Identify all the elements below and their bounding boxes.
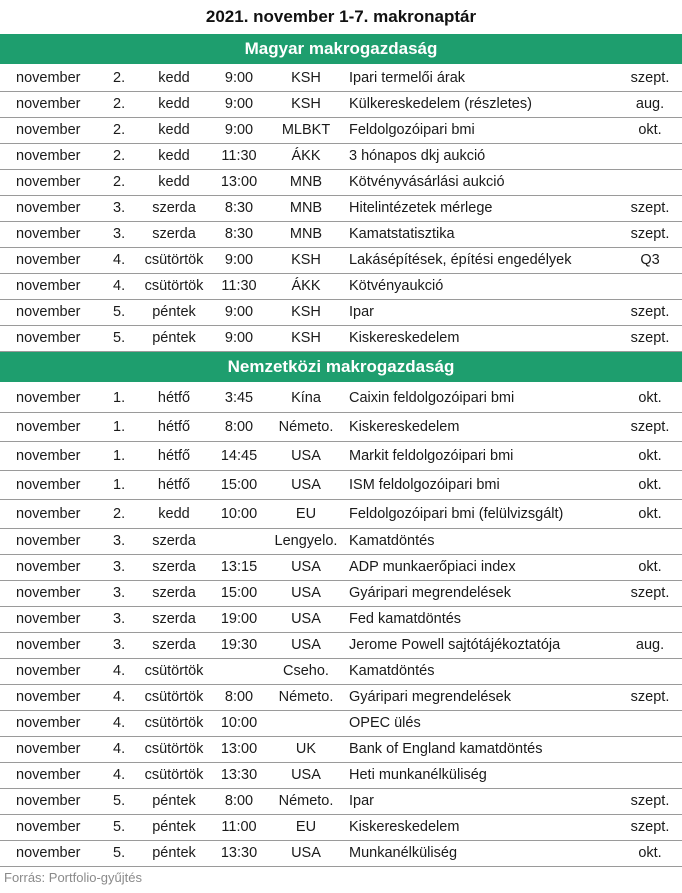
day-cell: 4.: [113, 715, 126, 731]
source-cell: KSH: [291, 96, 321, 112]
time-cell: 8:00: [224, 689, 254, 705]
month-cell: november: [16, 70, 81, 86]
source-cell: MNB: [289, 200, 323, 216]
table-row: [0, 815, 682, 841]
day-cell: 3.: [113, 585, 126, 601]
month-cell: november: [16, 637, 81, 653]
source-cell: MLBKT: [281, 122, 331, 138]
hungarian-rows: [0, 66, 682, 352]
source-cell: USA: [291, 767, 321, 783]
month-cell: november: [16, 200, 81, 216]
weekday-cell: szerda: [152, 559, 196, 575]
source-note: Forrás: Portfolio-gyűjtés: [4, 870, 142, 885]
indicator-cell: ADP munkaerőpiaci index: [349, 559, 516, 575]
day-cell: 5.: [113, 330, 126, 346]
source-cell: Lengyelo.: [274, 533, 338, 549]
day-cell: 1.: [113, 419, 126, 435]
day-cell: 4.: [113, 767, 126, 783]
indicator-cell: Munkanélküliség: [349, 845, 458, 861]
day-cell: 2.: [113, 148, 126, 164]
table-row: [0, 413, 682, 442]
time-cell: 9:00: [224, 122, 254, 138]
weekday-cell: szerda: [152, 637, 196, 653]
time-cell: 9:00: [224, 70, 254, 86]
month-cell: november: [16, 330, 81, 346]
table-row: [0, 659, 682, 685]
time-cell: 9:00: [224, 304, 254, 320]
day-cell: 3.: [113, 559, 126, 575]
weekday-cell: csütörtök: [144, 278, 204, 294]
indicator-cell: Jerome Powell sajtótájékoztatója: [349, 637, 561, 653]
month-cell: november: [16, 689, 81, 705]
period-cell: okt.: [638, 845, 662, 861]
day-cell: 4.: [113, 663, 126, 679]
month-cell: november: [16, 663, 81, 679]
indicator-cell: Kamatstatisztika: [349, 226, 455, 242]
source-cell: KSH: [291, 252, 321, 268]
period-cell: szept.: [630, 330, 670, 346]
indicator-cell: Heti munkanélküliség: [349, 767, 487, 783]
period-cell: okt.: [638, 448, 662, 464]
indicator-cell: Fed kamatdöntés: [349, 611, 462, 627]
period-cell: szept.: [630, 226, 670, 242]
month-cell: november: [16, 559, 81, 575]
indicator-cell: Kötvényaukció: [349, 278, 444, 294]
period-cell: aug.: [635, 637, 665, 653]
weekday-cell: szerda: [152, 585, 196, 601]
indicator-cell: Ipar: [349, 304, 374, 320]
table-row: [0, 274, 682, 300]
weekday-cell: hétfő: [157, 477, 191, 493]
source-cell: ÁKK: [291, 278, 321, 294]
table-row: [0, 222, 682, 248]
time-cell: 13:30: [220, 845, 258, 861]
indicator-cell: OPEC ülés: [349, 715, 421, 731]
indicator-cell: Kiskereskedelem: [349, 330, 460, 346]
time-cell: 9:00: [224, 330, 254, 346]
indicator-cell: 3 hónapos dkj aukció: [349, 148, 486, 164]
time-cell: 13:15: [220, 559, 258, 575]
indicator-cell: Kamatdöntés: [349, 663, 435, 679]
month-cell: november: [16, 148, 81, 164]
day-cell: 2.: [113, 96, 126, 112]
weekday-cell: szerda: [152, 611, 196, 627]
table-row: [0, 607, 682, 633]
time-cell: 19:30: [220, 637, 258, 653]
period-cell: szept.: [630, 819, 670, 835]
source-cell: EU: [295, 506, 317, 522]
month-cell: november: [16, 741, 81, 757]
day-cell: 4.: [113, 741, 126, 757]
time-cell: 9:00: [224, 252, 254, 268]
indicator-cell: Gyáripari megrendelések: [349, 689, 511, 705]
indicator-cell: Lakásépítések, építési engedélyek: [349, 252, 572, 268]
weekday-cell: péntek: [152, 845, 196, 861]
period-cell: okt.: [638, 506, 662, 522]
table-row: [0, 442, 682, 471]
source-cell: KSH: [291, 304, 321, 320]
weekday-cell: kedd: [158, 506, 190, 522]
table-row: [0, 789, 682, 815]
weekday-cell: csütörtök: [144, 767, 204, 783]
weekday-cell: kedd: [158, 70, 190, 86]
indicator-cell: Kötvényvásárlási aukció: [349, 174, 505, 190]
source-cell: Németo.: [278, 793, 334, 809]
weekday-cell: szerda: [152, 200, 196, 216]
international-rows: [0, 384, 682, 867]
indicator-cell: Hitelintézetek mérlege: [349, 200, 493, 216]
table-row: [0, 711, 682, 737]
source-cell: MNB: [289, 226, 323, 242]
table-row: [0, 471, 682, 500]
table-row: [0, 555, 682, 581]
period-cell: okt.: [638, 477, 662, 493]
day-cell: 2.: [113, 122, 126, 138]
time-cell: 13:00: [220, 741, 258, 757]
source-cell: USA: [291, 611, 321, 627]
period-cell: szept.: [630, 200, 670, 216]
section-header-hungarian: Magyar makrogazdaság: [0, 34, 682, 64]
weekday-cell: kedd: [158, 96, 190, 112]
indicator-cell: Ipari termelői árak: [349, 70, 466, 86]
month-cell: november: [16, 477, 81, 493]
day-cell: 1.: [113, 448, 126, 464]
indicator-cell: Gyáripari megrendelések: [349, 585, 511, 601]
weekday-cell: hétfő: [157, 419, 191, 435]
table-row: [0, 300, 682, 326]
table-row: [0, 196, 682, 222]
source-cell: EU: [295, 819, 317, 835]
source-cell: Kína: [291, 390, 321, 406]
day-cell: 3.: [113, 200, 126, 216]
table-row: [0, 170, 682, 196]
day-cell: 5.: [113, 304, 126, 320]
table-row: [0, 326, 682, 352]
day-cell: 5.: [113, 845, 126, 861]
month-cell: november: [16, 252, 81, 268]
time-cell: 11:30: [221, 278, 257, 294]
weekday-cell: szerda: [152, 226, 196, 242]
indicator-cell: Külkereskedelem (részletes): [349, 96, 532, 112]
month-cell: november: [16, 611, 81, 627]
time-cell: 10:00: [220, 715, 258, 731]
time-cell: 14:45: [220, 448, 258, 464]
indicator-cell: ISM feldolgozóipari bmi: [349, 477, 500, 493]
indicator-cell: Caixin feldolgozóipari bmi: [349, 390, 515, 406]
day-cell: 3.: [113, 533, 126, 549]
period-cell: szept.: [630, 70, 670, 86]
indicator-cell: Feldolgozóipari bmi (felülvizsgált): [349, 506, 564, 522]
time-cell: 8:30: [224, 200, 254, 216]
month-cell: november: [16, 448, 81, 464]
table-row: [0, 92, 682, 118]
indicator-cell: Kiskereskedelem: [349, 819, 460, 835]
table-row: [0, 144, 682, 170]
weekday-cell: csütörtök: [144, 715, 204, 731]
source-cell: MNB: [289, 174, 323, 190]
source-cell: KSH: [291, 70, 321, 86]
table-row: [0, 633, 682, 659]
day-cell: 3.: [113, 637, 126, 653]
weekday-cell: kedd: [158, 148, 190, 164]
weekday-cell: szerda: [152, 533, 196, 549]
table-row: [0, 529, 682, 555]
table-row: [0, 841, 682, 867]
table-row: [0, 118, 682, 144]
weekday-cell: csütörtök: [144, 252, 204, 268]
month-cell: november: [16, 122, 81, 138]
time-cell: 9:00: [224, 96, 254, 112]
source-cell: USA: [291, 559, 321, 575]
period-cell: aug.: [635, 96, 665, 112]
month-cell: november: [16, 390, 81, 406]
month-cell: november: [16, 767, 81, 783]
time-cell: 19:00: [220, 611, 258, 627]
period-cell: Q3: [640, 252, 660, 268]
table-row: [0, 685, 682, 711]
period-cell: szept.: [630, 304, 670, 320]
weekday-cell: csütörtök: [144, 663, 204, 679]
day-cell: 1.: [113, 477, 126, 493]
day-cell: 3.: [113, 611, 126, 627]
table-row: [0, 384, 682, 413]
source-cell: ÁKK: [291, 148, 321, 164]
table-row: [0, 763, 682, 789]
indicator-cell: Ipar: [349, 793, 374, 809]
weekday-cell: hétfő: [157, 390, 191, 406]
period-cell: szept.: [630, 585, 670, 601]
indicator-cell: Markit feldolgozóipari bmi: [349, 448, 514, 464]
month-cell: november: [16, 419, 81, 435]
time-cell: 15:00: [220, 585, 258, 601]
weekday-cell: csütörtök: [144, 689, 204, 705]
table-row: [0, 66, 682, 92]
day-cell: 2.: [113, 70, 126, 86]
table-row: [0, 581, 682, 607]
time-cell: 8:30: [224, 226, 254, 242]
time-cell: 10:00: [220, 506, 258, 522]
table-row: [0, 248, 682, 274]
month-cell: november: [16, 845, 81, 861]
time-cell: 13:30: [220, 767, 258, 783]
indicator-cell: Kamatdöntés: [349, 533, 435, 549]
time-cell: 11:00: [221, 819, 257, 835]
section-header-international: Nemzetközi makrogazdaság: [0, 352, 682, 382]
period-cell: szept.: [630, 419, 670, 435]
weekday-cell: csütörtök: [144, 741, 204, 757]
page-title: 2021. november 1-7. makronaptár: [205, 7, 477, 26]
month-cell: november: [16, 506, 81, 522]
source-cell: Németo.: [278, 419, 334, 435]
month-cell: november: [16, 715, 81, 731]
time-cell: 13:00: [220, 174, 258, 190]
period-cell: okt.: [638, 390, 662, 406]
period-cell: szept.: [630, 689, 670, 705]
source-cell: USA: [291, 637, 321, 653]
source-cell: KSH: [291, 330, 321, 346]
time-cell: 11:30: [221, 148, 257, 164]
month-cell: november: [16, 533, 81, 549]
period-cell: szept.: [630, 793, 670, 809]
time-cell: 8:00: [224, 419, 254, 435]
day-cell: 1.: [113, 390, 126, 406]
source-cell: USA: [291, 448, 321, 464]
weekday-cell: péntek: [152, 330, 196, 346]
indicator-cell: Kiskereskedelem: [349, 419, 460, 435]
month-cell: november: [16, 226, 81, 242]
day-cell: 2.: [113, 506, 126, 522]
weekday-cell: péntek: [152, 793, 196, 809]
month-cell: november: [16, 278, 81, 294]
month-cell: november: [16, 793, 81, 809]
time-cell: 8:00: [224, 793, 254, 809]
table-row: [0, 500, 682, 529]
month-cell: november: [16, 585, 81, 601]
source-cell: Németo.: [278, 689, 334, 705]
table-row: [0, 737, 682, 763]
weekday-cell: péntek: [152, 819, 196, 835]
month-cell: november: [16, 819, 81, 835]
month-cell: november: [16, 304, 81, 320]
source-cell: Cseho.: [283, 663, 329, 679]
day-cell: 4.: [113, 252, 126, 268]
day-cell: 4.: [113, 689, 126, 705]
indicator-cell: Feldolgozóipari bmi: [349, 122, 475, 138]
weekday-cell: kedd: [158, 174, 190, 190]
day-cell: 5.: [113, 819, 126, 835]
period-cell: okt.: [638, 122, 662, 138]
indicator-cell: Bank of England kamatdöntés: [349, 741, 543, 757]
day-cell: 5.: [113, 793, 126, 809]
day-cell: 4.: [113, 278, 126, 294]
day-cell: 2.: [113, 174, 126, 190]
time-cell: 15:00: [220, 477, 258, 493]
weekday-cell: kedd: [158, 122, 190, 138]
time-cell: 3:45: [224, 390, 254, 406]
month-cell: november: [16, 174, 81, 190]
source-cell: USA: [291, 477, 321, 493]
month-cell: november: [16, 96, 81, 112]
source-cell: USA: [291, 585, 321, 601]
source-cell: USA: [291, 845, 321, 861]
weekday-cell: hétfő: [157, 448, 191, 464]
day-cell: 3.: [113, 226, 126, 242]
source-cell: UK: [295, 741, 317, 757]
weekday-cell: péntek: [152, 304, 196, 320]
period-cell: okt.: [638, 559, 662, 575]
